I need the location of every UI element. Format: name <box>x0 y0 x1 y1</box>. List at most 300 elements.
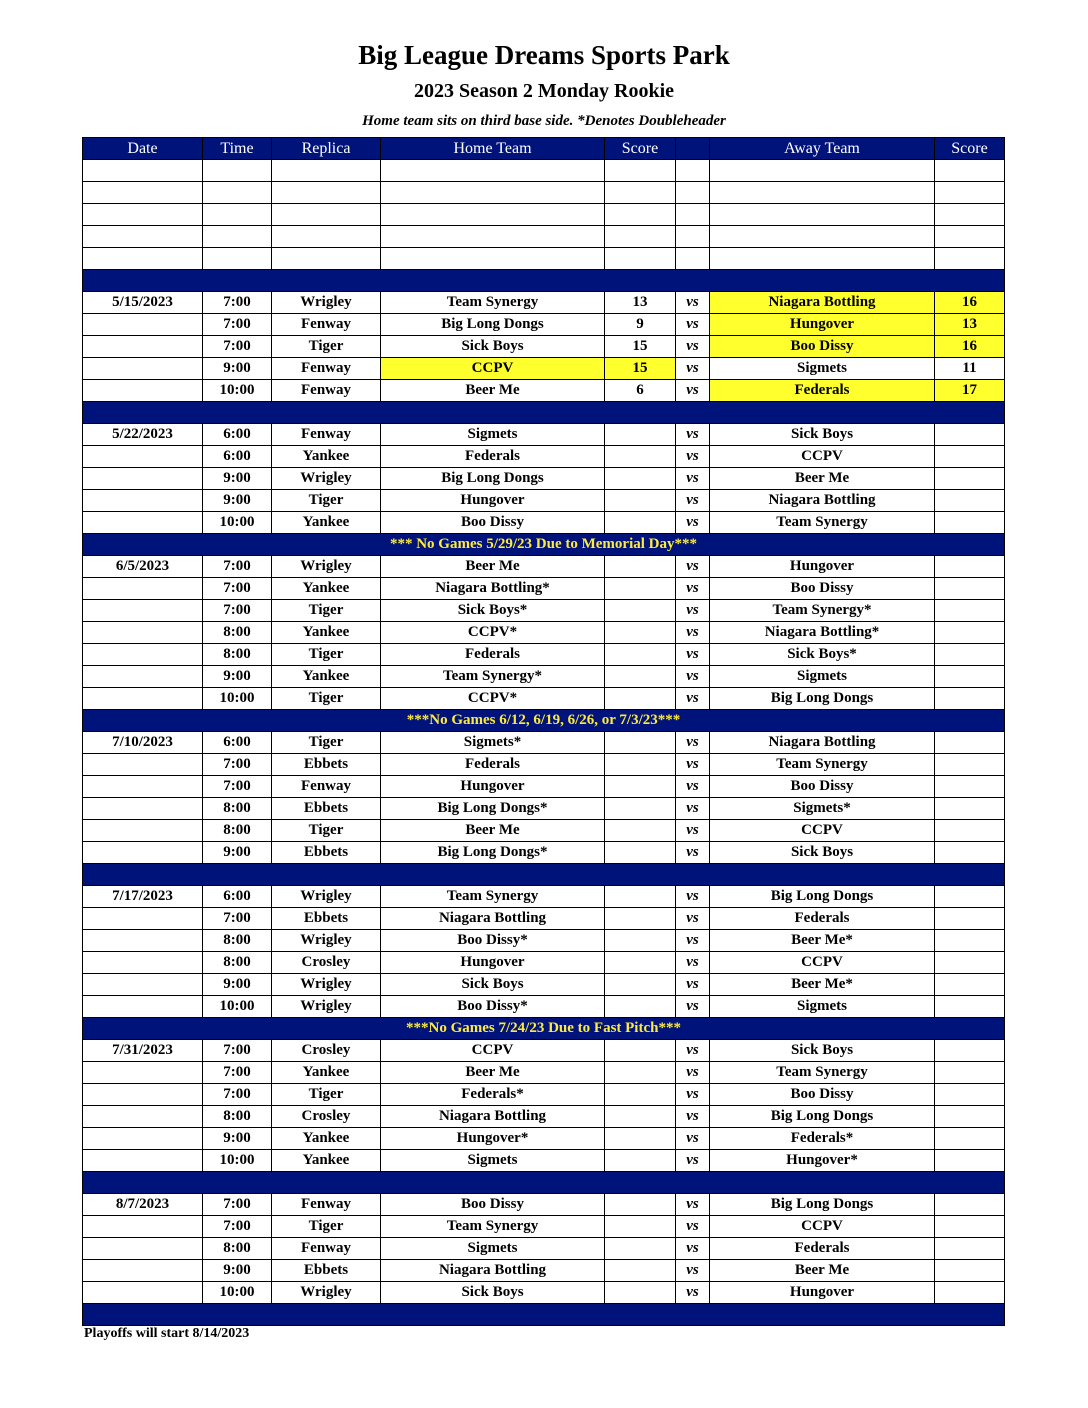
blank-cell <box>83 182 203 204</box>
home-team-cell: Beer Me <box>381 820 605 842</box>
away-score-cell: 17 <box>935 380 1005 402</box>
away-team-cell: Team Synergy <box>710 512 935 534</box>
date-cell <box>83 820 203 842</box>
home-score-cell <box>605 1128 676 1150</box>
away-team-cell: Sigmets <box>710 996 935 1018</box>
date-cell <box>83 1106 203 1128</box>
date-cell <box>83 468 203 490</box>
away-score-cell <box>935 468 1005 490</box>
blank-cell <box>203 248 272 270</box>
time-cell: 6:00 <box>203 424 272 446</box>
replica-cell: Wrigley <box>272 1282 381 1304</box>
time-cell: 7:00 <box>203 1062 272 1084</box>
game-row <box>83 336 1005 358</box>
away-score-cell: 16 <box>935 292 1005 314</box>
game-row <box>83 820 1005 842</box>
replica-cell: Crosley <box>272 1106 381 1128</box>
blank-cell <box>83 160 203 182</box>
table-header-row <box>83 138 1005 160</box>
date-cell <box>83 842 203 864</box>
away-score-cell <box>935 644 1005 666</box>
away-team-cell: Boo Dissy <box>710 1084 935 1106</box>
vs-cell: vs <box>676 600 710 622</box>
replica-cell: Tiger <box>272 644 381 666</box>
game-row <box>83 842 1005 864</box>
home-team-cell: Niagara Bottling <box>381 1260 605 1282</box>
replica-cell: Fenway <box>272 380 381 402</box>
replica-cell: Fenway <box>272 1194 381 1216</box>
blank-cell <box>605 182 676 204</box>
time-cell: 6:00 <box>203 732 272 754</box>
date-cell <box>83 688 203 710</box>
away-team-cell: Hungover <box>710 314 935 336</box>
game-row <box>83 666 1005 688</box>
away-score-cell <box>935 446 1005 468</box>
time-cell: 7:00 <box>203 336 272 358</box>
home-team-cell: Niagara Bottling <box>381 1106 605 1128</box>
game-row <box>83 974 1005 996</box>
time-cell: 10:00 <box>203 1150 272 1172</box>
replica-cell: Yankee <box>272 1128 381 1150</box>
home-team-cell: Niagara Bottling* <box>381 578 605 600</box>
time-cell: 7:00 <box>203 1040 272 1062</box>
home-team-cell: Hungover <box>381 490 605 512</box>
away-score-cell <box>935 424 1005 446</box>
replica-cell: Fenway <box>272 314 381 336</box>
replica-cell: Yankee <box>272 666 381 688</box>
away-team-cell: Big Long Dongs <box>710 688 935 710</box>
home-team-cell: Team Synergy* <box>381 666 605 688</box>
blank-cell <box>605 160 676 182</box>
home-team-cell: CCPV* <box>381 622 605 644</box>
home-team-cell: Beer Me <box>381 556 605 578</box>
away-score-cell <box>935 908 1005 930</box>
away-team-cell: CCPV <box>710 820 935 842</box>
schedule-body <box>83 160 1005 1326</box>
away-team-cell: Team Synergy <box>710 1062 935 1084</box>
home-score-cell <box>605 666 676 688</box>
vs-cell: vs <box>676 930 710 952</box>
away-team-cell: Niagara Bottling <box>710 490 935 512</box>
replica-cell: Crosley <box>272 1040 381 1062</box>
home-team-cell: Boo Dissy <box>381 512 605 534</box>
away-team-cell: Federals <box>710 908 935 930</box>
game-row <box>83 556 1005 578</box>
vs-cell: vs <box>676 1216 710 1238</box>
home-team-cell: Sick Boys <box>381 974 605 996</box>
blank-cell <box>676 226 710 248</box>
home-team-cell: Federals* <box>381 1084 605 1106</box>
home-team-cell: Team Synergy <box>381 886 605 908</box>
away-score-cell <box>935 1040 1005 1062</box>
date-cell: 5/15/2023 <box>83 292 203 314</box>
date-cell <box>83 1062 203 1084</box>
page-title: Big League Dreams Sports Park <box>358 40 730 70</box>
date-cell <box>83 490 203 512</box>
time-cell: 7:00 <box>203 1194 272 1216</box>
time-cell: 8:00 <box>203 820 272 842</box>
time-cell: 7:00 <box>203 292 272 314</box>
game-row <box>83 1238 1005 1260</box>
vs-cell: vs <box>676 578 710 600</box>
home-team-cell: Big Long Dongs* <box>381 842 605 864</box>
away-team-cell: Federals* <box>710 1128 935 1150</box>
blank-cell <box>381 204 605 226</box>
replica-cell: Tiger <box>272 1216 381 1238</box>
away-score-cell <box>935 798 1005 820</box>
date-cell: 6/5/2023 <box>83 556 203 578</box>
game-row <box>83 930 1005 952</box>
away-team-cell: Sick Boys <box>710 424 935 446</box>
away-team-cell: Big Long Dongs <box>710 886 935 908</box>
home-team-cell: Sigmets <box>381 424 605 446</box>
section-divider-text <box>83 270 1005 292</box>
blank-cell <box>605 226 676 248</box>
home-score-cell: 15 <box>605 336 676 358</box>
vs-cell: vs <box>676 666 710 688</box>
game-row <box>83 1084 1005 1106</box>
vs-cell: vs <box>676 842 710 864</box>
blank-cell <box>203 182 272 204</box>
home-score-cell <box>605 754 676 776</box>
date-cell <box>83 314 203 336</box>
time-cell: 8:00 <box>203 930 272 952</box>
vs-cell: vs <box>676 1238 710 1260</box>
time-cell: 10:00 <box>203 688 272 710</box>
vs-cell: vs <box>676 446 710 468</box>
time-cell: 7:00 <box>203 776 272 798</box>
col-header-home-score: Score <box>605 138 676 160</box>
section-divider-text: ***No Games 6/12, 6/19, 6/26, or 7/3/23*** <box>83 710 1005 732</box>
away-team-cell: Team Synergy <box>710 754 935 776</box>
blank-cell <box>710 160 935 182</box>
vs-cell: vs <box>676 1282 710 1304</box>
game-row <box>83 1150 1005 1172</box>
replica-cell: Ebbets <box>272 842 381 864</box>
date-cell <box>83 578 203 600</box>
home-team-cell: Team Synergy <box>381 292 605 314</box>
time-cell: 7:00 <box>203 314 272 336</box>
time-cell: 9:00 <box>203 490 272 512</box>
date-cell <box>83 754 203 776</box>
away-score-cell <box>935 666 1005 688</box>
vs-cell: vs <box>676 732 710 754</box>
replica-cell: Wrigley <box>272 930 381 952</box>
replica-cell: Yankee <box>272 512 381 534</box>
date-cell <box>83 1150 203 1172</box>
col-header-date: Date <box>83 138 203 160</box>
home-team-cell: Federals <box>381 644 605 666</box>
col-header-away-team: Away Team <box>710 138 935 160</box>
blank-cell <box>83 248 203 270</box>
home-team-cell: Sigmets* <box>381 732 605 754</box>
section-divider-row <box>83 270 1005 292</box>
replica-cell: Wrigley <box>272 974 381 996</box>
section-divider-row <box>83 402 1005 424</box>
blank-cell <box>272 226 381 248</box>
game-row <box>83 754 1005 776</box>
away-score-cell <box>935 776 1005 798</box>
section-divider-text <box>83 402 1005 424</box>
vs-cell: vs <box>676 468 710 490</box>
game-row <box>83 424 1005 446</box>
replica-cell: Tiger <box>272 336 381 358</box>
time-cell: 8:00 <box>203 952 272 974</box>
section-divider-text <box>83 1304 1005 1326</box>
home-score-cell <box>605 424 676 446</box>
blank-cell <box>710 226 935 248</box>
home-team-cell: Hungover* <box>381 1128 605 1150</box>
game-row <box>83 292 1005 314</box>
playoffs-note: Playoffs will start 8/14/2023 <box>84 1326 250 1341</box>
game-row <box>83 1040 1005 1062</box>
home-team-cell: Beer Me <box>381 380 605 402</box>
away-team-cell: Big Long Dongs <box>710 1194 935 1216</box>
game-row <box>83 314 1005 336</box>
home-score-cell <box>605 556 676 578</box>
away-team-cell: Federals <box>710 380 935 402</box>
home-team-cell: Big Long Dongs <box>381 314 605 336</box>
home-score-cell <box>605 490 676 512</box>
vs-cell: vs <box>676 1260 710 1282</box>
doubleheader-note: Home team sits on third base side. *Denotes Doubleheader <box>362 113 726 129</box>
vs-cell: vs <box>676 820 710 842</box>
vs-cell: vs <box>676 996 710 1018</box>
time-cell: 7:00 <box>203 556 272 578</box>
blank-cell <box>935 248 1005 270</box>
time-cell: 7:00 <box>203 1084 272 1106</box>
game-row <box>83 1216 1005 1238</box>
away-team-cell: Sigmets <box>710 666 935 688</box>
away-team-cell: Sick Boys* <box>710 644 935 666</box>
away-score-cell <box>935 886 1005 908</box>
home-team-cell: Sick Boys <box>381 336 605 358</box>
away-team-cell: Boo Dissy <box>710 336 935 358</box>
away-score-cell <box>935 1062 1005 1084</box>
home-team-cell: Boo Dissy* <box>381 930 605 952</box>
section-divider-row <box>83 1304 1005 1326</box>
vs-cell: vs <box>676 908 710 930</box>
replica-cell: Tiger <box>272 820 381 842</box>
date-cell: 7/17/2023 <box>83 886 203 908</box>
date-cell <box>83 1216 203 1238</box>
home-score-cell <box>605 688 676 710</box>
away-score-cell <box>935 820 1005 842</box>
replica-cell: Yankee <box>272 446 381 468</box>
time-cell: 9:00 <box>203 358 272 380</box>
time-cell: 8:00 <box>203 644 272 666</box>
date-cell <box>83 908 203 930</box>
time-cell: 7:00 <box>203 908 272 930</box>
home-team-cell: Beer Me <box>381 1062 605 1084</box>
away-score-cell <box>935 1084 1005 1106</box>
col-header-home-team: Home Team <box>381 138 605 160</box>
date-cell <box>83 622 203 644</box>
replica-cell: Tiger <box>272 1084 381 1106</box>
away-team-cell: Sigmets <box>710 358 935 380</box>
replica-cell: Ebbets <box>272 1260 381 1282</box>
date-cell <box>83 974 203 996</box>
vs-cell: vs <box>676 424 710 446</box>
away-team-cell: Beer Me* <box>710 930 935 952</box>
blank-cell <box>272 204 381 226</box>
vs-cell: vs <box>676 1040 710 1062</box>
vs-cell: vs <box>676 688 710 710</box>
home-score-cell <box>605 1106 676 1128</box>
replica-cell: Tiger <box>272 490 381 512</box>
date-cell <box>83 930 203 952</box>
replica-cell: Fenway <box>272 1238 381 1260</box>
date-cell <box>83 446 203 468</box>
time-cell: 8:00 <box>203 798 272 820</box>
date-cell <box>83 1238 203 1260</box>
home-team-cell: Sigmets <box>381 1238 605 1260</box>
time-cell: 9:00 <box>203 468 272 490</box>
replica-cell: Fenway <box>272 358 381 380</box>
home-team-cell: Federals <box>381 754 605 776</box>
date-cell <box>83 336 203 358</box>
home-team-cell: Sigmets <box>381 1150 605 1172</box>
away-score-cell: 11 <box>935 358 1005 380</box>
home-score-cell <box>605 886 676 908</box>
blank-row <box>83 226 1005 248</box>
away-team-cell: Sigmets* <box>710 798 935 820</box>
date-cell <box>83 776 203 798</box>
time-cell: 8:00 <box>203 622 272 644</box>
game-row <box>83 1260 1005 1282</box>
away-score-cell <box>935 1260 1005 1282</box>
replica-cell: Yankee <box>272 578 381 600</box>
game-row <box>83 798 1005 820</box>
home-team-cell: Niagara Bottling <box>381 908 605 930</box>
replica-cell: Wrigley <box>272 292 381 314</box>
game-row <box>83 688 1005 710</box>
blank-row <box>83 160 1005 182</box>
date-cell <box>83 1128 203 1150</box>
away-score-cell <box>935 578 1005 600</box>
home-score-cell <box>605 974 676 996</box>
away-team-cell: Beer Me* <box>710 974 935 996</box>
blank-cell <box>935 182 1005 204</box>
time-cell: 8:00 <box>203 1238 272 1260</box>
home-score-cell <box>605 468 676 490</box>
home-team-cell: Sick Boys* <box>381 600 605 622</box>
blank-cell <box>203 204 272 226</box>
blank-cell <box>676 204 710 226</box>
blank-cell <box>710 248 935 270</box>
col-header-away-score: Score <box>935 138 1005 160</box>
game-row <box>83 446 1005 468</box>
home-score-cell <box>605 600 676 622</box>
away-team-cell: Beer Me <box>710 1260 935 1282</box>
vs-cell: vs <box>676 952 710 974</box>
home-team-cell: CCPV* <box>381 688 605 710</box>
date-cell <box>83 798 203 820</box>
home-score-cell: 13 <box>605 292 676 314</box>
away-score-cell <box>935 996 1005 1018</box>
vs-cell: vs <box>676 754 710 776</box>
home-score-cell <box>605 1238 676 1260</box>
replica-cell: Tiger <box>272 688 381 710</box>
home-score-cell <box>605 1216 676 1238</box>
home-score-cell <box>605 446 676 468</box>
blank-cell <box>676 160 710 182</box>
away-team-cell: Big Long Dongs <box>710 1106 935 1128</box>
vs-cell: vs <box>676 358 710 380</box>
date-cell: 8/7/2023 <box>83 1194 203 1216</box>
date-cell <box>83 600 203 622</box>
replica-cell: Wrigley <box>272 996 381 1018</box>
home-score-cell <box>605 996 676 1018</box>
away-team-cell: Hungover <box>710 556 935 578</box>
time-cell: 8:00 <box>203 1106 272 1128</box>
away-score-cell <box>935 600 1005 622</box>
replica-cell: Fenway <box>272 424 381 446</box>
time-cell: 10:00 <box>203 512 272 534</box>
away-score-cell <box>935 622 1005 644</box>
away-score-cell <box>935 732 1005 754</box>
game-row <box>83 644 1005 666</box>
game-row <box>83 468 1005 490</box>
away-team-cell: Niagara Bottling* <box>710 622 935 644</box>
date-cell: 7/10/2023 <box>83 732 203 754</box>
away-score-cell <box>935 512 1005 534</box>
blank-cell <box>935 204 1005 226</box>
away-team-cell: Federals <box>710 1238 935 1260</box>
vs-cell: vs <box>676 644 710 666</box>
away-team-cell: CCPV <box>710 446 935 468</box>
time-cell: 9:00 <box>203 1128 272 1150</box>
date-cell: 7/31/2023 <box>83 1040 203 1062</box>
game-row <box>83 1282 1005 1304</box>
vs-cell: vs <box>676 314 710 336</box>
home-score-cell <box>605 1062 676 1084</box>
home-score-cell <box>605 732 676 754</box>
time-cell: 10:00 <box>203 996 272 1018</box>
game-row <box>83 490 1005 512</box>
home-score-cell <box>605 644 676 666</box>
blank-cell <box>676 248 710 270</box>
away-team-cell: Hungover* <box>710 1150 935 1172</box>
time-cell: 9:00 <box>203 842 272 864</box>
vs-cell: vs <box>676 380 710 402</box>
blank-cell <box>83 204 203 226</box>
blank-cell <box>381 182 605 204</box>
vs-cell: vs <box>676 622 710 644</box>
date-cell <box>83 1260 203 1282</box>
time-cell: 9:00 <box>203 666 272 688</box>
replica-cell: Tiger <box>272 732 381 754</box>
away-score-cell <box>935 930 1005 952</box>
game-row <box>83 886 1005 908</box>
blank-cell <box>272 160 381 182</box>
away-team-cell: Team Synergy* <box>710 600 935 622</box>
vs-cell: vs <box>676 1128 710 1150</box>
vs-cell: vs <box>676 336 710 358</box>
vs-cell: vs <box>676 512 710 534</box>
home-score-cell: 15 <box>605 358 676 380</box>
vs-cell: vs <box>676 886 710 908</box>
col-header-replica: Replica <box>272 138 381 160</box>
time-cell: 10:00 <box>203 380 272 402</box>
blank-cell <box>935 226 1005 248</box>
section-divider-row <box>83 534 1005 556</box>
game-row <box>83 358 1005 380</box>
home-score-cell <box>605 578 676 600</box>
replica-cell: Ebbets <box>272 798 381 820</box>
away-team-cell: Boo Dissy <box>710 578 935 600</box>
home-team-cell: CCPV <box>381 1040 605 1062</box>
